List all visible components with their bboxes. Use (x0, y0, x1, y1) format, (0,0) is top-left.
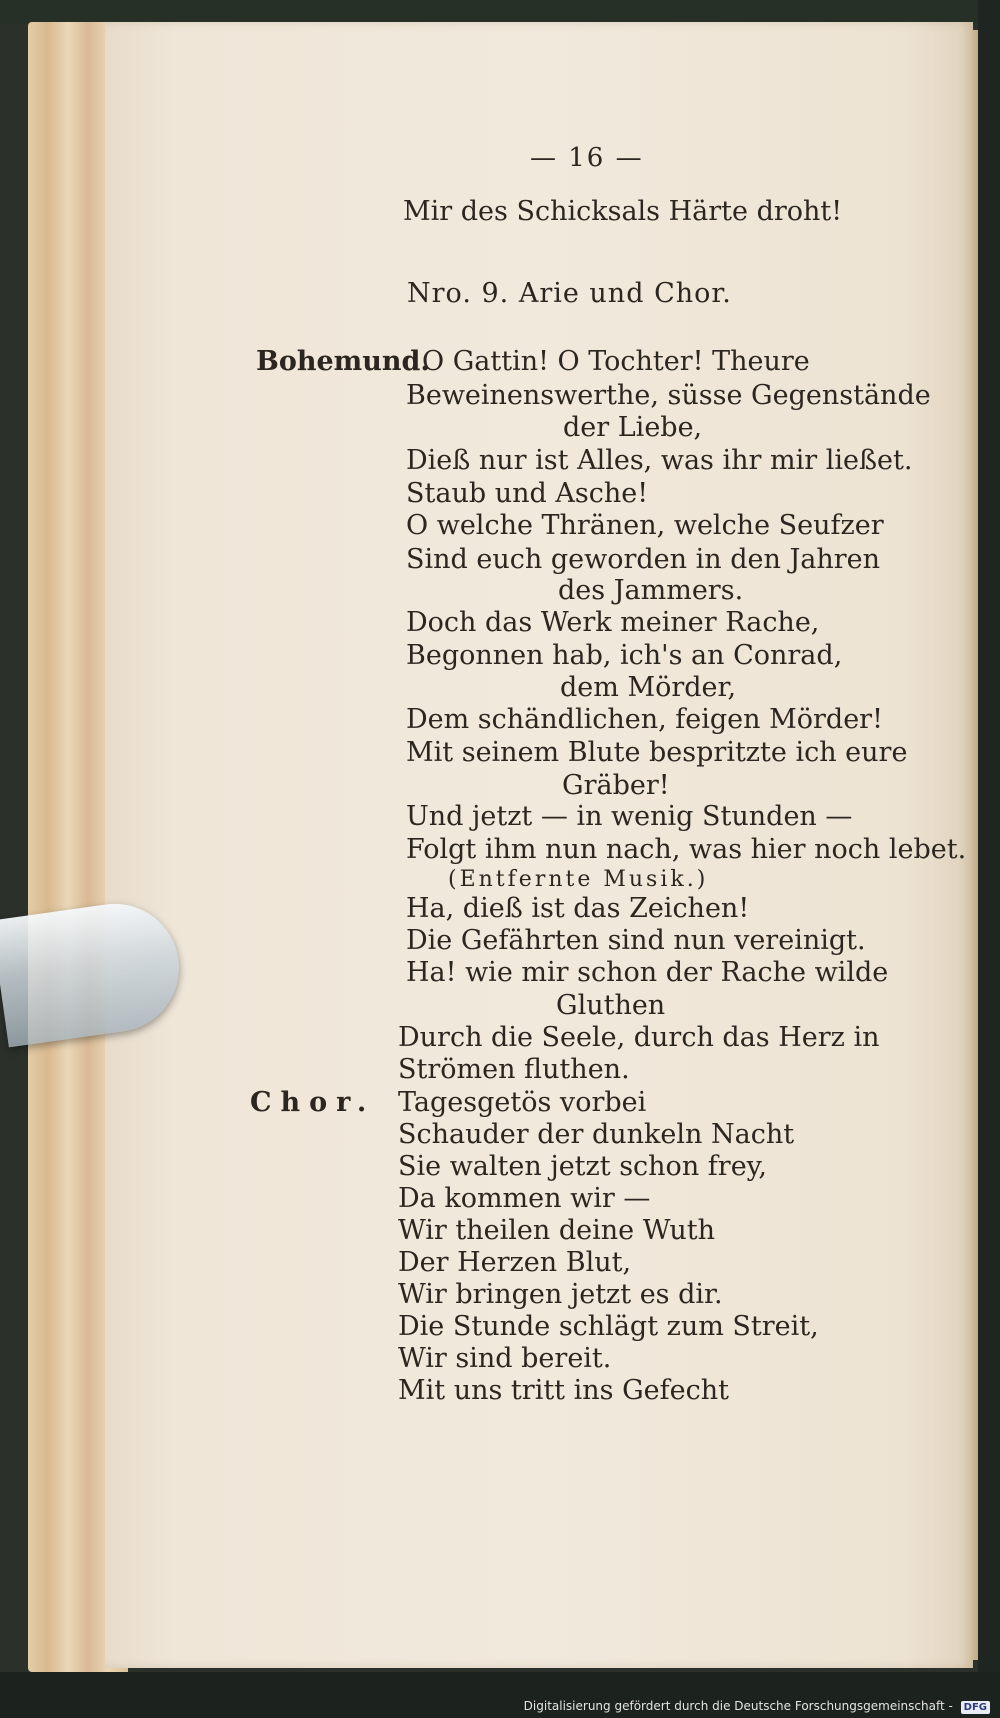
section-heading: Nro. 9. Arie und Chor. (407, 278, 732, 309)
verse-line: Da kommen wir — (398, 1183, 651, 1214)
verse-line: Ha! wie mir schon der Rache wilde (406, 957, 889, 988)
verse-line: Doch das Werk meiner Rache, (406, 607, 820, 638)
verse-line: Folgt ihm nun nach, was hier noch lebet. (406, 834, 967, 865)
verse-line: O Gattin! O Tochter! Theure (422, 346, 810, 377)
verse-line: Dem schändlichen, feigen Mörder! (406, 704, 883, 735)
verse-line: Und jetzt — in wenig Stunden — (406, 801, 853, 832)
speaker-name: Chor. (250, 1087, 376, 1118)
verse-line: Durch die Seele, durch das Herz in (398, 1022, 880, 1053)
verse-line: Dieß nur ist Alles, was ihr mir ließet. (406, 445, 913, 476)
digitization-footer (524, 1699, 990, 1714)
verse-line: Strömen fluthen. (398, 1054, 630, 1085)
verse-line: Tagesgetös vorbei (398, 1087, 647, 1118)
verse-line: Schauder der dunkeln Nacht (398, 1119, 795, 1150)
verse-line: Wir bringen jetzt es dir. (398, 1279, 723, 1310)
verse-line: Die Stunde schlägt zum Streit, (398, 1311, 819, 1342)
verse-line: Staub und Asche! (406, 478, 649, 509)
verse-line: der Liebe, (563, 412, 703, 443)
verse-line: Begonnen hab, ich's an Conrad, (406, 640, 843, 671)
verse-line: Die Gefährten sind nun vereinigt. (406, 925, 866, 956)
footer-text: Digitalisierung gefördert durch die Deutsche Forschungsgemeinschaft - (523, 1699, 953, 1713)
verse-line: Mir des Schicksals Härte droht! (403, 196, 843, 227)
verse-line: Wir sind bereit. (398, 1343, 612, 1374)
verse-line: Sie walten jetzt schon frey, (398, 1151, 767, 1182)
page-number: — 16 — (530, 143, 644, 173)
speaker-name: Bohemund. (256, 346, 430, 377)
verse-line: Sind euch geworden in den Jahren (406, 544, 881, 575)
verse-line: des Jammers. (558, 575, 744, 606)
stage-direction: (Entfernte Musik.) (448, 867, 709, 892)
verse-line: Der Herzen Blut, (398, 1247, 632, 1278)
verse-line: Mit uns tritt ins Gefecht (398, 1375, 729, 1406)
verse-line: Beweinenswerthe, süsse Gegenstände (406, 380, 931, 411)
verse-line: O welche Thränen, welche Seufzer (406, 510, 884, 541)
verse-line: dem Mörder, (560, 672, 737, 703)
verse-line: Wir theilen deine Wuth (398, 1215, 715, 1246)
verse-line: Gräber! (562, 770, 670, 801)
verse-line: Ha, dieß ist das Zeichen! (406, 893, 750, 924)
verse-line: Mit seinem Blute bespritzte ich eure (406, 737, 908, 768)
dfg-logo: DFG (961, 1701, 990, 1714)
verse-line: Gluthen (556, 990, 666, 1021)
